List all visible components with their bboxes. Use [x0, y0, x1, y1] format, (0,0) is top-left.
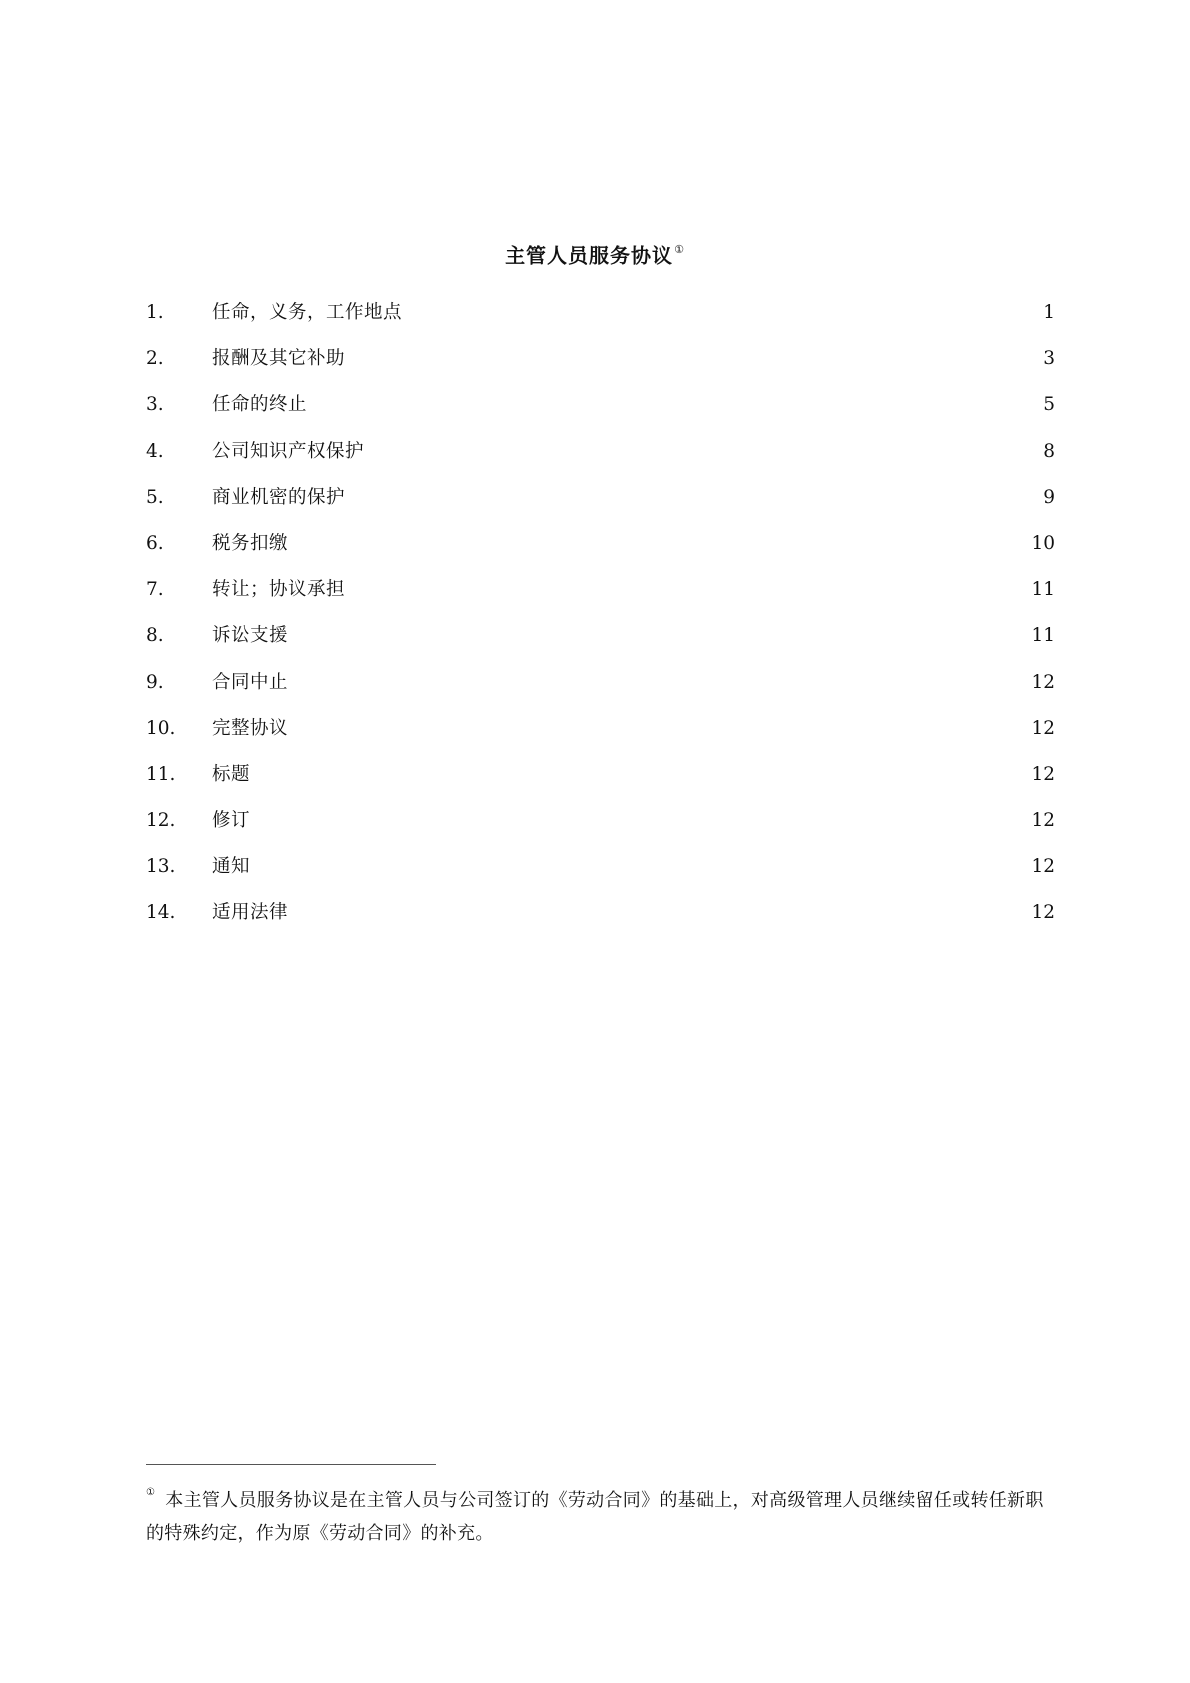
title-footnote-marker[interactable]: ①	[674, 243, 685, 256]
toc-entry-label: 任命，义务，工作地点	[212, 302, 403, 323]
toc-entry[interactable]	[146, 439, 1055, 485]
toc-entry-page-number: 12	[1031, 717, 1055, 739]
toc-entry-label: 税务扣缴	[212, 532, 289, 554]
toc-entry-number: 8.	[146, 625, 164, 647]
page-title	[0, 238, 1190, 270]
toc-entry-page-number: 8	[1043, 440, 1055, 462]
toc-entry-label: 转让；协议承担	[212, 579, 346, 601]
toc-entry-label: 公司知识产权保护	[212, 440, 365, 462]
toc-entry[interactable]	[146, 716, 1055, 762]
toc-entry-number: 3.	[146, 394, 164, 416]
footnote	[146, 1480, 1055, 1550]
toc-entry-page-number: 9	[1043, 486, 1055, 508]
toc-entry-number: 14.	[146, 902, 176, 924]
toc-entry-label: 完整协议	[212, 717, 289, 739]
toc-entry-number: 2.	[146, 348, 164, 370]
toc-entry[interactable]	[146, 531, 1055, 577]
toc-entry[interactable]	[146, 300, 1055, 346]
toc-entry-label: 商业机密的保护	[212, 486, 346, 508]
toc-entry-page-number: 11	[1031, 625, 1055, 647]
toc-entry[interactable]	[146, 900, 1055, 946]
toc-entry[interactable]	[146, 762, 1055, 808]
toc-entry-number: 6.	[146, 532, 164, 554]
toc-entry-label: 诉讼支援	[212, 625, 289, 647]
toc-entry[interactable]	[146, 670, 1055, 716]
toc-entry-number: 13.	[146, 856, 176, 878]
toc-entry-page-number: 10	[1031, 532, 1055, 554]
toc-entry[interactable]	[146, 854, 1055, 900]
toc-entry-label: 修订	[212, 810, 251, 832]
toc-entry-number: 11.	[146, 763, 176, 785]
table-of-contents	[146, 300, 1055, 947]
toc-entry-page-number: 12	[1031, 671, 1055, 693]
toc-entry-number: 7.	[146, 579, 164, 601]
toc-entry-label: 适用法律	[212, 902, 289, 924]
toc-entry[interactable]	[146, 392, 1055, 438]
title-text: 主管人员服务协议	[505, 243, 674, 268]
toc-entry-page-number: 12	[1031, 902, 1055, 924]
toc-entry-number: 9.	[146, 671, 164, 693]
toc-entry-number: 12.	[146, 810, 176, 832]
toc-entry-number: 5.	[146, 486, 164, 508]
toc-entry-page-number: 5	[1043, 394, 1055, 416]
toc-entry-label: 标题	[212, 763, 251, 785]
toc-entry[interactable]	[146, 577, 1055, 623]
toc-entry[interactable]	[146, 623, 1055, 669]
toc-entry-label: 通知	[212, 856, 251, 878]
toc-entry-page-number: 12	[1031, 856, 1055, 878]
footnote-text: 本主管人员服务协议是在主管人员与公司签订的《劳动合同》的基础上，对高级管理人员继续留任或转任新职的特殊约定，作为原《劳动合同》的补充。	[146, 1490, 1044, 1544]
toc-entry-page-number: 12	[1031, 763, 1055, 785]
toc-entry-page-number: 11	[1031, 579, 1055, 601]
footnote-divider	[146, 1464, 436, 1465]
toc-entry-label: 合同中止	[212, 671, 289, 693]
toc-entry[interactable]	[146, 485, 1055, 531]
toc-entry-label: 任命的终止	[212, 394, 308, 416]
toc-entry-number: 1.	[146, 302, 164, 323]
toc-entry-page-number: 12	[1031, 810, 1055, 832]
toc-entry-number: 4.	[146, 440, 164, 462]
footnote-marker: ①	[146, 1487, 156, 1498]
toc-entry-label: 报酬及其它补助	[212, 348, 346, 370]
toc-entry-number: 10.	[146, 717, 176, 739]
toc-entry-page-number: 1	[1043, 302, 1055, 323]
toc-entry[interactable]	[146, 346, 1055, 392]
toc-entry[interactable]	[146, 808, 1055, 854]
toc-entry-page-number: 3	[1043, 348, 1055, 370]
